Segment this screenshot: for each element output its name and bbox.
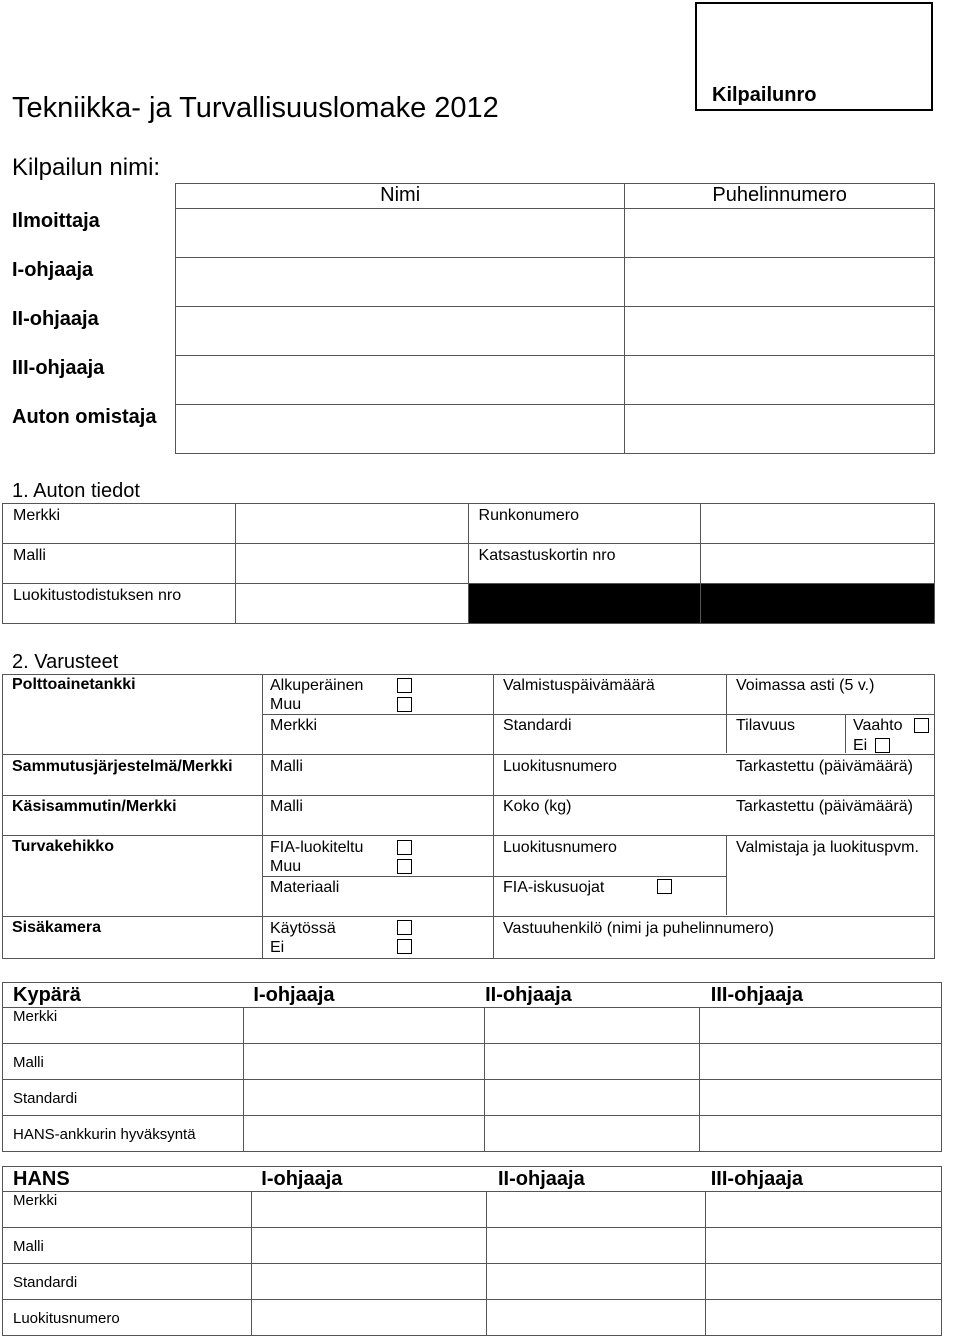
- rollcage-class-no-label: Luokitusnumero: [503, 839, 617, 856]
- volume-label: Tilavuus: [736, 717, 795, 734]
- onboard-camera-label: Sisäkamera: [12, 919, 101, 936]
- divider: [2, 795, 934, 796]
- hans-title: HANS: [3, 1167, 252, 1192]
- foam-label: Vaahto: [853, 717, 903, 734]
- rollcage-other-label: Muu: [270, 858, 302, 875]
- standard-label: Standardi: [503, 717, 572, 734]
- row-label-i-ohjaaja: I-ohjaaja: [12, 259, 94, 281]
- car-model-label: Malli: [3, 544, 236, 584]
- chassis-field[interactable]: [701, 504, 935, 544]
- helmet-field[interactable]: [700, 1080, 942, 1116]
- manufacturer-date-label: Valmistaja ja luokituspvm.: [736, 839, 919, 856]
- hans-col-iii: III-ohjaaja: [706, 1167, 942, 1192]
- helmet-field[interactable]: [243, 1080, 484, 1116]
- hans-field[interactable]: [251, 1192, 486, 1228]
- divider: [2, 835, 934, 836]
- rollcage-label: Turvakehikko: [12, 838, 114, 855]
- divider: [2, 916, 934, 917]
- competition-number-label: Kilpailunro: [712, 84, 817, 106]
- other-checkbox[interactable]: [397, 697, 412, 712]
- hans-field[interactable]: [486, 1264, 706, 1300]
- name-field[interactable]: [176, 356, 625, 405]
- in-use-label: Käytössä: [270, 920, 336, 937]
- car-table: [2, 503, 935, 624]
- tank-brand-label: Merkki: [270, 717, 318, 734]
- camera-no-label: Ei: [270, 939, 285, 956]
- hans-field[interactable]: [251, 1228, 486, 1264]
- inspection-card-field[interactable]: [701, 544, 935, 584]
- row-label-ii-ohjaaja: II-ohjaaja: [12, 308, 99, 330]
- helmet-row-model: Malli: [3, 1044, 244, 1080]
- hans-field[interactable]: [706, 1264, 942, 1300]
- divider: [2, 754, 934, 755]
- row-label-ilmoittaja: Ilmoittaja: [12, 210, 100, 232]
- hans-row-class-no: Luokitusnumero: [3, 1300, 252, 1336]
- section-car-title: 1. Auton tiedot: [12, 480, 140, 502]
- chassis-label: Runkonumero: [468, 504, 701, 544]
- ext-model-label: Malli: [270, 758, 303, 775]
- helmet-title: Kypärä: [3, 983, 244, 1008]
- phone-field[interactable]: [625, 356, 935, 405]
- helmet-col-iii: III-ohjaaja: [700, 983, 942, 1008]
- hans-field[interactable]: [251, 1264, 486, 1300]
- hand-extinguisher-label: Käsisammutin/Merkki: [12, 798, 177, 815]
- section-equipment-title: 2. Varusteet: [12, 651, 119, 673]
- row-label-iii-ohjaaja: III-ohjaaja: [12, 357, 105, 379]
- helmet-row-standard: Standardi: [3, 1080, 244, 1116]
- hans-col-i: I-ohjaaja: [251, 1167, 486, 1192]
- divider: [262, 876, 727, 877]
- hans-field[interactable]: [251, 1300, 486, 1336]
- fia-impact-label: FIA-iskusuojat: [503, 879, 605, 896]
- helmet-row-hans-anchor: HANS-ankkurin hyväksyntä: [3, 1116, 244, 1152]
- contacts-table: [175, 183, 935, 454]
- divider: [262, 714, 934, 715]
- hans-col-ii: II-ohjaaja: [486, 1167, 706, 1192]
- competition-name-label: Kilpailun nimi:: [12, 154, 161, 181]
- material-label: Materiaali: [270, 879, 340, 896]
- form-title: Tekniikka- ja Turvallisuuslomake 2012: [12, 92, 499, 124]
- helmet-table: [2, 982, 942, 1152]
- competition-number-box[interactable]: [695, 2, 933, 111]
- helmet-field[interactable]: [243, 1008, 484, 1044]
- foam-no-checkbox[interactable]: [875, 738, 890, 753]
- phone-field[interactable]: [625, 307, 935, 356]
- phone-field[interactable]: [625, 258, 935, 307]
- other-label: Muu: [270, 696, 302, 713]
- responsible-label: Vastuuhenkilö (nimi ja puhelinnumero): [503, 920, 774, 937]
- fia-classified-label: FIA-luokiteltu: [270, 839, 364, 856]
- class-cert-label: Luokitustodistuksen nro: [3, 584, 236, 624]
- rollcage-other-checkbox[interactable]: [397, 859, 412, 874]
- hans-field[interactable]: [486, 1300, 706, 1336]
- helmet-field[interactable]: [484, 1044, 700, 1080]
- helmet-field[interactable]: [700, 1044, 942, 1080]
- original-label: Alkuperäinen: [270, 677, 364, 694]
- hand-ext-model-label: Malli: [270, 798, 303, 815]
- col-header-name: Nimi: [176, 184, 625, 209]
- car-brand-label: Merkki: [3, 504, 236, 544]
- name-field[interactable]: [176, 209, 625, 258]
- col-header-phone: Puhelinnumero: [625, 184, 935, 209]
- helmet-col-ii: II-ohjaaja: [484, 983, 700, 1008]
- camera-no-checkbox[interactable]: [397, 939, 412, 954]
- car-model-field[interactable]: [235, 544, 468, 584]
- ext-inspected-label: Tarkastettu (päivämäärä): [736, 758, 913, 775]
- name-field[interactable]: [176, 405, 625, 454]
- fia-classified-checkbox[interactable]: [397, 840, 412, 855]
- helmet-field[interactable]: [484, 1008, 700, 1044]
- blacked-out-cell: [468, 584, 701, 624]
- phone-field[interactable]: [625, 209, 935, 258]
- class-cert-field[interactable]: [235, 584, 468, 624]
- extinguishing-system-label: Sammutusjärjestelmä/Merkki: [12, 758, 233, 775]
- name-field[interactable]: [176, 307, 625, 356]
- hans-row-standard: Standardi: [3, 1264, 252, 1300]
- name-field[interactable]: [176, 258, 625, 307]
- hans-field[interactable]: [486, 1228, 706, 1264]
- hans-table: [2, 1166, 942, 1336]
- hans-field[interactable]: [706, 1300, 942, 1336]
- fuel-tank-label: Polttoainetankki: [12, 676, 136, 693]
- blacked-out-cell: [701, 584, 935, 624]
- mfg-date-label: Valmistuspäivämäärä: [503, 677, 655, 694]
- hans-row-model: Malli: [3, 1228, 252, 1264]
- helmet-row-brand: Merkki: [3, 1008, 244, 1044]
- hans-field[interactable]: [706, 1192, 942, 1228]
- hand-ext-inspected-label: Tarkastettu (päivämäärä): [736, 798, 913, 815]
- foam-checkbox[interactable]: [914, 718, 929, 733]
- in-use-checkbox[interactable]: [397, 920, 412, 935]
- row-label-owner: Auton omistaja: [12, 406, 157, 428]
- foam-no-label: Ei: [853, 737, 868, 754]
- valid-until-label: Voimassa asti (5 v.): [736, 677, 875, 694]
- helmet-field[interactable]: [243, 1116, 484, 1152]
- hans-field[interactable]: [706, 1228, 942, 1264]
- phone-field[interactable]: [625, 405, 935, 454]
- helmet-field[interactable]: [484, 1080, 700, 1116]
- inspection-card-label: Katsastuskortin nro: [468, 544, 701, 584]
- helmet-field[interactable]: [700, 1116, 942, 1152]
- divider: [845, 714, 846, 753]
- helmet-field[interactable]: [243, 1044, 484, 1080]
- original-checkbox[interactable]: [397, 678, 412, 693]
- fia-impact-checkbox[interactable]: [657, 879, 672, 894]
- hand-ext-size-label: Koko (kg): [503, 798, 572, 815]
- ext-class-no-label: Luokitusnumero: [503, 758, 617, 775]
- helmet-field[interactable]: [484, 1116, 700, 1152]
- hans-field[interactable]: [486, 1192, 706, 1228]
- helmet-col-i: I-ohjaaja: [243, 983, 484, 1008]
- helmet-field[interactable]: [700, 1008, 942, 1044]
- hans-row-brand: Merkki: [3, 1192, 252, 1228]
- car-brand-field[interactable]: [235, 504, 468, 544]
